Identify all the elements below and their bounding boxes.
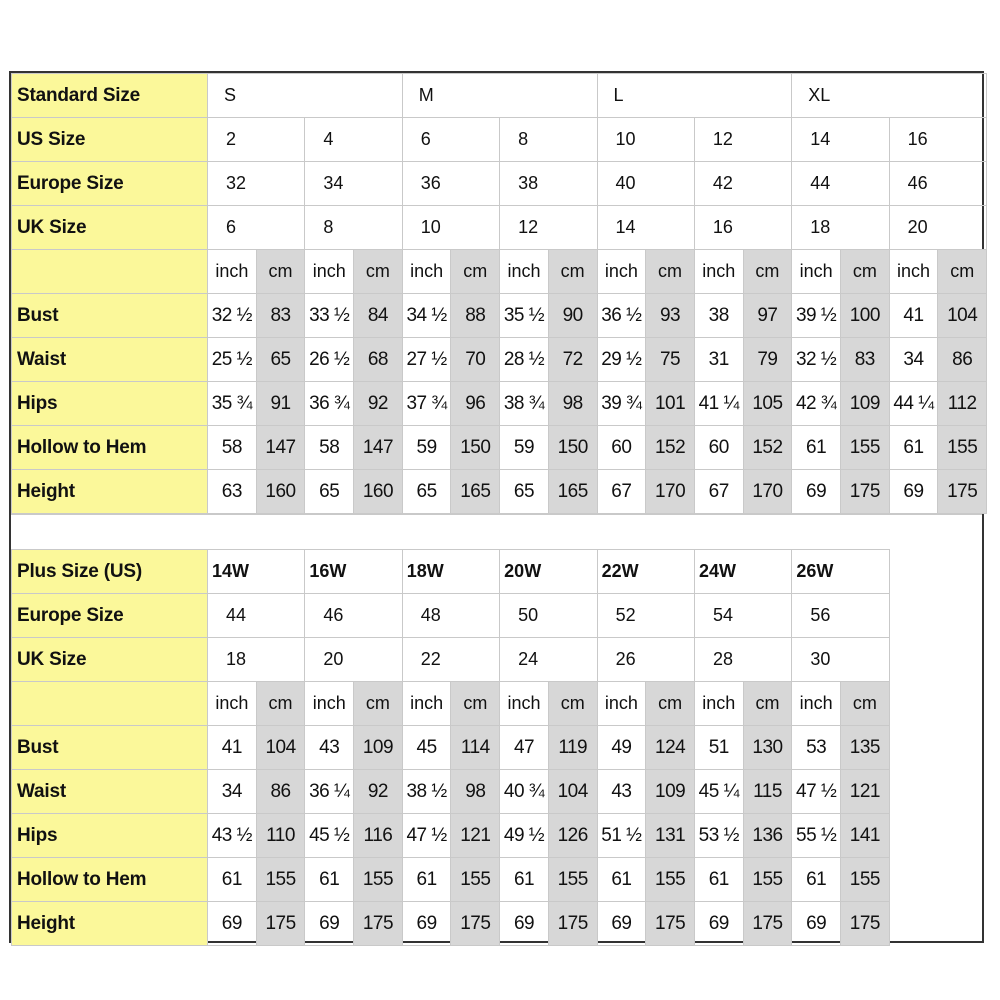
cm-value-cell: 79: [743, 338, 792, 382]
table-separator: [11, 514, 982, 550]
unit-inch-cell: inch: [597, 682, 646, 726]
inch-value-cell: 69: [597, 902, 646, 946]
cm-value-cell: 114: [451, 726, 500, 770]
inch-value-cell: 47 ½: [792, 770, 841, 814]
cm-value-cell: 155: [256, 858, 305, 902]
cm-value-cell: 126: [548, 814, 597, 858]
cm-value-cell: 175: [646, 902, 695, 946]
inch-value-cell: 32 ½: [792, 338, 841, 382]
inch-value-cell: 47: [500, 726, 549, 770]
inch-value-cell: 39 ½: [792, 294, 841, 338]
cm-value-cell: 105: [743, 382, 792, 426]
inch-value-cell: 38 ¾: [500, 382, 549, 426]
unit-cm-cell: cm: [256, 682, 305, 726]
size-value-cell: 22: [402, 638, 499, 682]
inch-value-cell: 35 ½: [500, 294, 549, 338]
inch-value-cell: 61: [597, 858, 646, 902]
inch-value-cell: 34 ½: [402, 294, 451, 338]
unit-cm-cell: cm: [548, 682, 597, 726]
unit-inch-cell: inch: [597, 250, 646, 294]
measurement-row: [12, 814, 890, 858]
row-label-empty: [12, 682, 208, 726]
unit-cm-cell: cm: [840, 250, 889, 294]
cm-value-cell: 165: [451, 470, 500, 514]
inch-value-cell: 58: [208, 426, 257, 470]
unit-cm-cell: cm: [743, 250, 792, 294]
inch-value-cell: 61: [208, 858, 257, 902]
inch-value-cell: 38 ½: [402, 770, 451, 814]
inch-value-cell: 69: [792, 902, 841, 946]
row-label: Hips: [12, 814, 208, 858]
size-chart-sheet: [9, 71, 984, 943]
size-value-cell: 46: [305, 594, 402, 638]
row-label: Waist: [12, 770, 208, 814]
measurement-row: [12, 382, 987, 426]
cm-value-cell: 72: [548, 338, 597, 382]
inch-value-cell: 61: [792, 426, 841, 470]
cm-value-cell: 170: [646, 470, 695, 514]
size-value-cell: 32: [208, 162, 305, 206]
cm-value-cell: 165: [548, 470, 597, 514]
cm-value-cell: 93: [646, 294, 695, 338]
cm-value-cell: 92: [354, 382, 403, 426]
cm-value-cell: 155: [743, 858, 792, 902]
size-value-cell: 30: [792, 638, 889, 682]
size-value-cell: 52: [597, 594, 694, 638]
size-value-cell: 14: [597, 206, 694, 250]
cm-value-cell: 155: [841, 858, 890, 902]
measurement-row: [12, 338, 987, 382]
inch-value-cell: 38: [694, 294, 743, 338]
inch-value-cell: 69: [500, 902, 549, 946]
cm-value-cell: 155: [938, 426, 987, 470]
unit-inch-cell: inch: [500, 682, 549, 726]
cm-value-cell: 147: [354, 426, 403, 470]
inch-value-cell: 69: [889, 470, 938, 514]
inch-value-cell: 36 ¼: [305, 770, 354, 814]
inch-value-cell: 34: [208, 770, 257, 814]
row-label: Standard Size: [12, 74, 208, 118]
cm-value-cell: 175: [548, 902, 597, 946]
inch-value-cell: 45: [402, 726, 451, 770]
cm-value-cell: 150: [451, 426, 500, 470]
inch-value-cell: 51: [694, 726, 743, 770]
cm-value-cell: 155: [840, 426, 889, 470]
cm-value-cell: 109: [646, 770, 695, 814]
size-value-cell: 50: [500, 594, 597, 638]
cm-value-cell: 90: [548, 294, 597, 338]
inch-value-cell: 69: [792, 470, 841, 514]
cm-value-cell: 96: [451, 382, 500, 426]
cm-value-cell: 170: [743, 470, 792, 514]
size-value-cell: 12: [694, 118, 791, 162]
cm-value-cell: 160: [354, 470, 403, 514]
unit-cm-cell: cm: [354, 682, 403, 726]
measurement-row: [12, 726, 890, 770]
size-value-cell: 20: [305, 638, 402, 682]
cm-value-cell: 124: [646, 726, 695, 770]
measurement-row: [12, 470, 987, 514]
cm-value-cell: 175: [841, 902, 890, 946]
unit-cm-cell: cm: [451, 250, 500, 294]
row-label: Height: [12, 470, 208, 514]
size-row: [12, 638, 890, 682]
measurement-row: [12, 902, 890, 946]
cm-value-cell: 84: [354, 294, 403, 338]
size-value-cell: 8: [500, 118, 597, 162]
size-row: [12, 594, 890, 638]
measurement-row: [12, 426, 987, 470]
inch-value-cell: 25 ½: [208, 338, 257, 382]
cm-value-cell: 109: [354, 726, 403, 770]
size-header-row: [12, 550, 890, 594]
measurement-row: [12, 770, 890, 814]
inch-value-cell: 61: [889, 426, 938, 470]
unit-cm-cell: cm: [548, 250, 597, 294]
inch-value-cell: 67: [694, 470, 743, 514]
inch-value-cell: 65: [402, 470, 451, 514]
cm-value-cell: 155: [354, 858, 403, 902]
row-label: Hollow to Hem: [12, 426, 208, 470]
inch-value-cell: 39 ¾: [597, 382, 646, 426]
plus-size-table: [11, 549, 890, 946]
size-header-row: [12, 74, 987, 118]
cm-value-cell: 68: [354, 338, 403, 382]
size-row: [12, 162, 987, 206]
row-label: Hollow to Hem: [12, 858, 208, 902]
inch-value-cell: 61: [402, 858, 451, 902]
inch-value-cell: 55 ½: [792, 814, 841, 858]
cm-value-cell: 121: [841, 770, 890, 814]
size-value-cell: 56: [792, 594, 889, 638]
size-header-cell: 18W: [402, 550, 499, 594]
size-value-cell: 44: [792, 162, 889, 206]
unit-cm-cell: cm: [841, 682, 890, 726]
row-label: Europe Size: [12, 162, 208, 206]
size-header-cell: 26W: [792, 550, 889, 594]
cm-value-cell: 155: [548, 858, 597, 902]
size-header-cell: XL: [792, 74, 987, 118]
size-value-cell: 18: [792, 206, 889, 250]
cm-value-cell: 141: [841, 814, 890, 858]
cm-value-cell: 175: [354, 902, 403, 946]
unit-inch-cell: inch: [305, 682, 354, 726]
inch-value-cell: 59: [402, 426, 451, 470]
size-value-cell: 26: [597, 638, 694, 682]
cm-value-cell: 175: [743, 902, 792, 946]
inch-value-cell: 41 ¼: [694, 382, 743, 426]
inch-value-cell: 60: [597, 426, 646, 470]
cm-value-cell: 101: [646, 382, 695, 426]
inch-value-cell: 53 ½: [694, 814, 743, 858]
inch-value-cell: 33 ½: [305, 294, 354, 338]
unit-cm-cell: cm: [646, 682, 695, 726]
unit-inch-cell: inch: [402, 250, 451, 294]
inch-value-cell: 47 ½: [402, 814, 451, 858]
measurement-row: [12, 858, 890, 902]
unit-cm-cell: cm: [938, 250, 987, 294]
row-label: Europe Size: [12, 594, 208, 638]
inch-value-cell: 65: [305, 470, 354, 514]
inch-value-cell: 61: [500, 858, 549, 902]
size-header-cell: 20W: [500, 550, 597, 594]
inch-value-cell: 45 ½: [305, 814, 354, 858]
row-label: Waist: [12, 338, 208, 382]
cm-value-cell: 100: [840, 294, 889, 338]
size-value-cell: 20: [889, 206, 986, 250]
size-header-cell: L: [597, 74, 792, 118]
inch-value-cell: 34: [889, 338, 938, 382]
inch-value-cell: 69: [402, 902, 451, 946]
unit-inch-cell: inch: [500, 250, 549, 294]
row-label: UK Size: [12, 638, 208, 682]
inch-value-cell: 53: [792, 726, 841, 770]
inch-value-cell: 60: [694, 426, 743, 470]
cm-value-cell: 147: [256, 426, 305, 470]
cm-value-cell: 160: [256, 470, 305, 514]
inch-value-cell: 35 ¾: [208, 382, 257, 426]
unit-row: [12, 682, 890, 726]
size-value-cell: 18: [208, 638, 305, 682]
cm-value-cell: 70: [451, 338, 500, 382]
cm-value-cell: 98: [451, 770, 500, 814]
unit-cm-cell: cm: [743, 682, 792, 726]
size-value-cell: 2: [208, 118, 305, 162]
cm-value-cell: 155: [451, 858, 500, 902]
inch-value-cell: 61: [305, 858, 354, 902]
inch-value-cell: 49: [597, 726, 646, 770]
cm-value-cell: 83: [256, 294, 305, 338]
size-value-cell: 38: [500, 162, 597, 206]
size-value-cell: 34: [305, 162, 402, 206]
inch-value-cell: 69: [208, 902, 257, 946]
cm-value-cell: 131: [646, 814, 695, 858]
cm-value-cell: 97: [743, 294, 792, 338]
row-label: UK Size: [12, 206, 208, 250]
unit-cm-cell: cm: [354, 250, 403, 294]
size-value-cell: 12: [500, 206, 597, 250]
row-label: Bust: [12, 726, 208, 770]
cm-value-cell: 98: [548, 382, 597, 426]
inch-value-cell: 27 ½: [402, 338, 451, 382]
cm-value-cell: 65: [256, 338, 305, 382]
row-label-empty: [12, 250, 208, 294]
inch-value-cell: 43 ½: [208, 814, 257, 858]
size-value-cell: 10: [402, 206, 499, 250]
size-row: [12, 118, 987, 162]
inch-value-cell: 42 ¾: [792, 382, 841, 426]
size-value-cell: 6: [208, 206, 305, 250]
size-header-cell: 16W: [305, 550, 402, 594]
inch-value-cell: 63: [208, 470, 257, 514]
inch-value-cell: 59: [500, 426, 549, 470]
inch-value-cell: 32 ½: [208, 294, 257, 338]
size-value-cell: 28: [694, 638, 791, 682]
size-header-cell: 14W: [208, 550, 305, 594]
cm-value-cell: 136: [743, 814, 792, 858]
size-header-cell: 24W: [694, 550, 791, 594]
cm-value-cell: 86: [938, 338, 987, 382]
size-value-cell: 54: [694, 594, 791, 638]
cm-value-cell: 155: [646, 858, 695, 902]
row-label: Height: [12, 902, 208, 946]
inch-value-cell: 41: [208, 726, 257, 770]
inch-value-cell: 31: [694, 338, 743, 382]
cm-value-cell: 152: [743, 426, 792, 470]
cm-value-cell: 104: [548, 770, 597, 814]
unit-inch-cell: inch: [694, 682, 743, 726]
size-header-cell: 22W: [597, 550, 694, 594]
inch-value-cell: 43: [597, 770, 646, 814]
unit-cm-cell: cm: [451, 682, 500, 726]
unit-inch-cell: inch: [792, 250, 841, 294]
cm-value-cell: 119: [548, 726, 597, 770]
unit-row: [12, 250, 987, 294]
inch-value-cell: 37 ¾: [402, 382, 451, 426]
row-label: Plus Size (US): [12, 550, 208, 594]
size-value-cell: 24: [500, 638, 597, 682]
cm-value-cell: 175: [451, 902, 500, 946]
cm-value-cell: 121: [451, 814, 500, 858]
unit-inch-cell: inch: [305, 250, 354, 294]
unit-inch-cell: inch: [889, 250, 938, 294]
inch-value-cell: 49 ½: [500, 814, 549, 858]
unit-cm-cell: cm: [646, 250, 695, 294]
cm-value-cell: 83: [840, 338, 889, 382]
inch-value-cell: 67: [597, 470, 646, 514]
size-row: [12, 206, 987, 250]
size-value-cell: 6: [402, 118, 499, 162]
unit-inch-cell: inch: [694, 250, 743, 294]
size-value-cell: 4: [305, 118, 402, 162]
size-value-cell: 44: [208, 594, 305, 638]
cm-value-cell: 116: [354, 814, 403, 858]
size-value-cell: 16: [694, 206, 791, 250]
size-value-cell: 16: [889, 118, 986, 162]
inch-value-cell: 36 ½: [597, 294, 646, 338]
unit-inch-cell: inch: [792, 682, 841, 726]
unit-inch-cell: inch: [208, 682, 257, 726]
cm-value-cell: 110: [256, 814, 305, 858]
cm-value-cell: 150: [548, 426, 597, 470]
inch-value-cell: 65: [500, 470, 549, 514]
size-value-cell: 10: [597, 118, 694, 162]
cm-value-cell: 175: [256, 902, 305, 946]
cm-value-cell: 88: [451, 294, 500, 338]
inch-value-cell: 26 ½: [305, 338, 354, 382]
inch-value-cell: 61: [694, 858, 743, 902]
unit-cm-cell: cm: [256, 250, 305, 294]
cm-value-cell: 152: [646, 426, 695, 470]
inch-value-cell: 45 ¼: [694, 770, 743, 814]
size-value-cell: 14: [792, 118, 889, 162]
size-header-cell: S: [208, 74, 403, 118]
cm-value-cell: 112: [938, 382, 987, 426]
cm-value-cell: 115: [743, 770, 792, 814]
inch-value-cell: 44 ¼: [889, 382, 938, 426]
inch-value-cell: 41: [889, 294, 938, 338]
row-label: US Size: [12, 118, 208, 162]
size-value-cell: 36: [402, 162, 499, 206]
inch-value-cell: 40 ¾: [500, 770, 549, 814]
inch-value-cell: 69: [305, 902, 354, 946]
inch-value-cell: 61: [792, 858, 841, 902]
cm-value-cell: 175: [938, 470, 987, 514]
cm-value-cell: 86: [256, 770, 305, 814]
cm-value-cell: 92: [354, 770, 403, 814]
cm-value-cell: 130: [743, 726, 792, 770]
row-label: Hips: [12, 382, 208, 426]
size-value-cell: 46: [889, 162, 986, 206]
cm-value-cell: 104: [256, 726, 305, 770]
inch-value-cell: 28 ½: [500, 338, 549, 382]
cm-value-cell: 91: [256, 382, 305, 426]
inch-value-cell: 29 ½: [597, 338, 646, 382]
cm-value-cell: 175: [840, 470, 889, 514]
inch-value-cell: 51 ½: [597, 814, 646, 858]
unit-inch-cell: inch: [402, 682, 451, 726]
size-value-cell: 42: [694, 162, 791, 206]
inch-value-cell: 58: [305, 426, 354, 470]
unit-inch-cell: inch: [208, 250, 257, 294]
row-label: Bust: [12, 294, 208, 338]
size-value-cell: 40: [597, 162, 694, 206]
inch-value-cell: 43: [305, 726, 354, 770]
cm-value-cell: 104: [938, 294, 987, 338]
inch-value-cell: 36 ¾: [305, 382, 354, 426]
cm-value-cell: 109: [840, 382, 889, 426]
cm-value-cell: 135: [841, 726, 890, 770]
standard-size-table: [11, 73, 987, 514]
inch-value-cell: 69: [694, 902, 743, 946]
size-header-cell: M: [402, 74, 597, 118]
measurement-row: [12, 294, 987, 338]
size-value-cell: 8: [305, 206, 402, 250]
size-value-cell: 48: [402, 594, 499, 638]
cm-value-cell: 75: [646, 338, 695, 382]
